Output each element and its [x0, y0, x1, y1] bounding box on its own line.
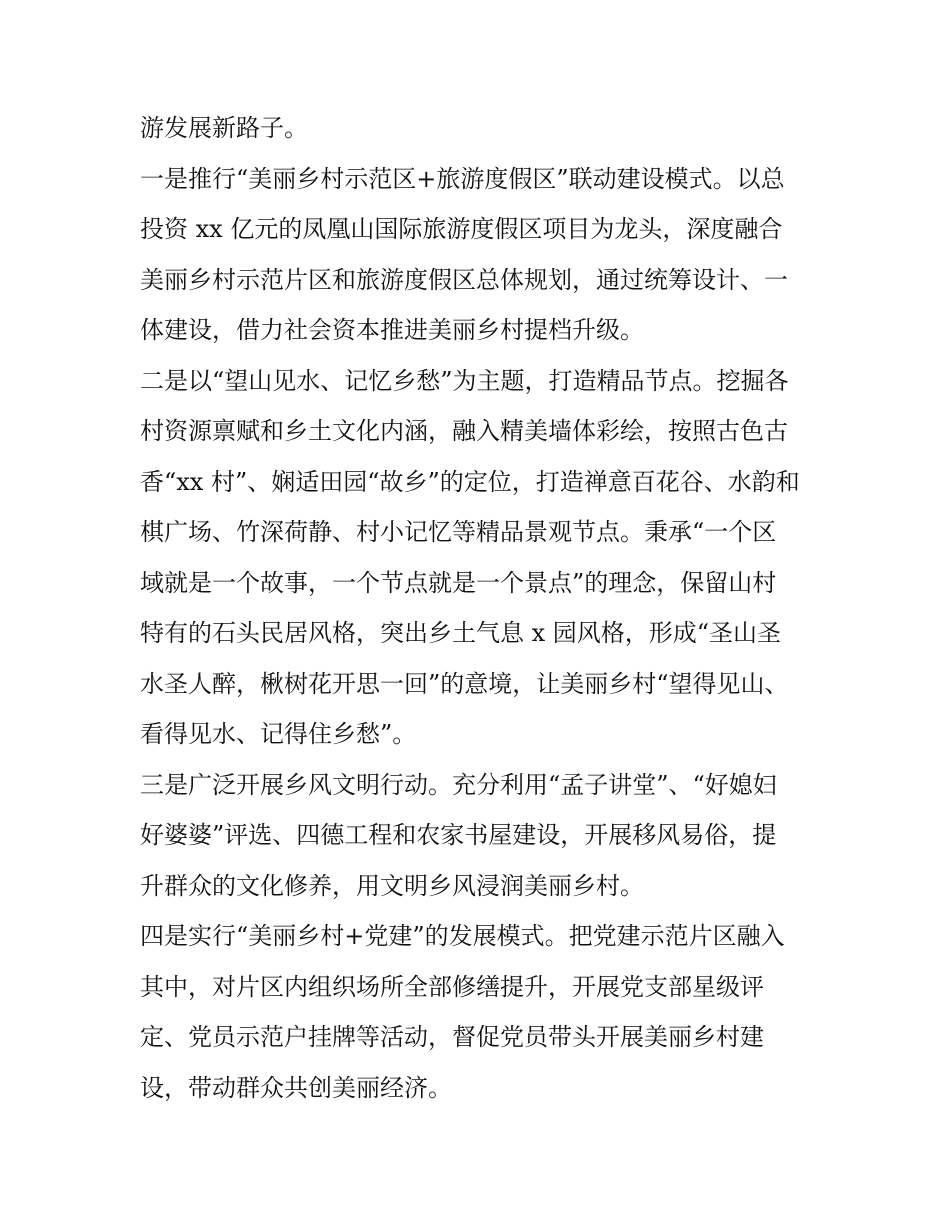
paragraph-2 — [140, 154, 820, 356]
text-line: 四是实行“美丽乡村+党建”的发展模式。把党建示范片区融入 — [140, 922, 785, 950]
text-line: 特有的石头民居风格，突出乡土气息 x 园风格，形成“圣山圣 — [140, 619, 782, 647]
text-line: 棋广场、竹深荷静、村小记忆等精品景观节点。秉承“一个区 — [140, 518, 777, 546]
text-line: 其中，对片区内组织场所全部修缮提升，开展党支部星级评 — [140, 972, 764, 1001]
text-line: 域就是一个故事，一个节点就是一个景点”的理念，保留山村 — [140, 568, 777, 597]
text-line: 三是广泛开展乡风文明行动。充分利用“孟子讲堂”、“好媳妇 — [140, 770, 777, 799]
text-line: 水圣人醉，楸树花开思一回”的意境，让美丽乡村“望得见山、 — [140, 669, 789, 698]
paragraph-1 — [140, 103, 820, 154]
text-line: 美丽乡村示范片区和旅游度假区总体规划，通过统筹设计、一 — [140, 265, 788, 294]
text-line: 设，带动群众共创美丽经济。 — [140, 1073, 452, 1102]
text-line: 体建设，借力社会资本推进美丽乡村提档升级。 — [140, 316, 644, 344]
text-line: 香“xx 村”、娴适田园“故乡”的定位，打造禅意百花谷、水韵和 — [140, 467, 800, 496]
text-line: 升群众的文化修养，用文明乡风浸润美丽乡村。 — [140, 871, 644, 900]
paragraph-3 — [140, 356, 820, 760]
text-line: 定、党员示范户挂牌等活动，督促党员带头开展美丽乡村建 — [140, 1023, 764, 1051]
text-line: 看得见水、记得住乡愁”。 — [140, 720, 417, 748]
document-body — [140, 103, 820, 1113]
text-line: 投资 xx 亿元的凤凰山国际旅游度假区项目为龙头，深度融合 — [140, 215, 783, 243]
text-line: 村资源禀赋和乡土文化内涵，融入精美墙体彩绘，按照古色古 — [140, 417, 788, 445]
paragraph-4 — [140, 760, 820, 912]
text-line: 二是以“望山见水、记忆乡愁”为主题，打造精品节点。挖掘各 — [140, 366, 789, 395]
text-line: 一是推行“美丽乡村示范区+旅游度假区”联动建设模式。以总 — [140, 164, 785, 193]
paragraph-5 — [140, 911, 820, 1113]
text-line: 好婆婆”评选、四德工程和农家书屋建设，开展移风易俗，提 — [140, 821, 777, 849]
text-line: 游发展新路子。 — [140, 114, 308, 142]
